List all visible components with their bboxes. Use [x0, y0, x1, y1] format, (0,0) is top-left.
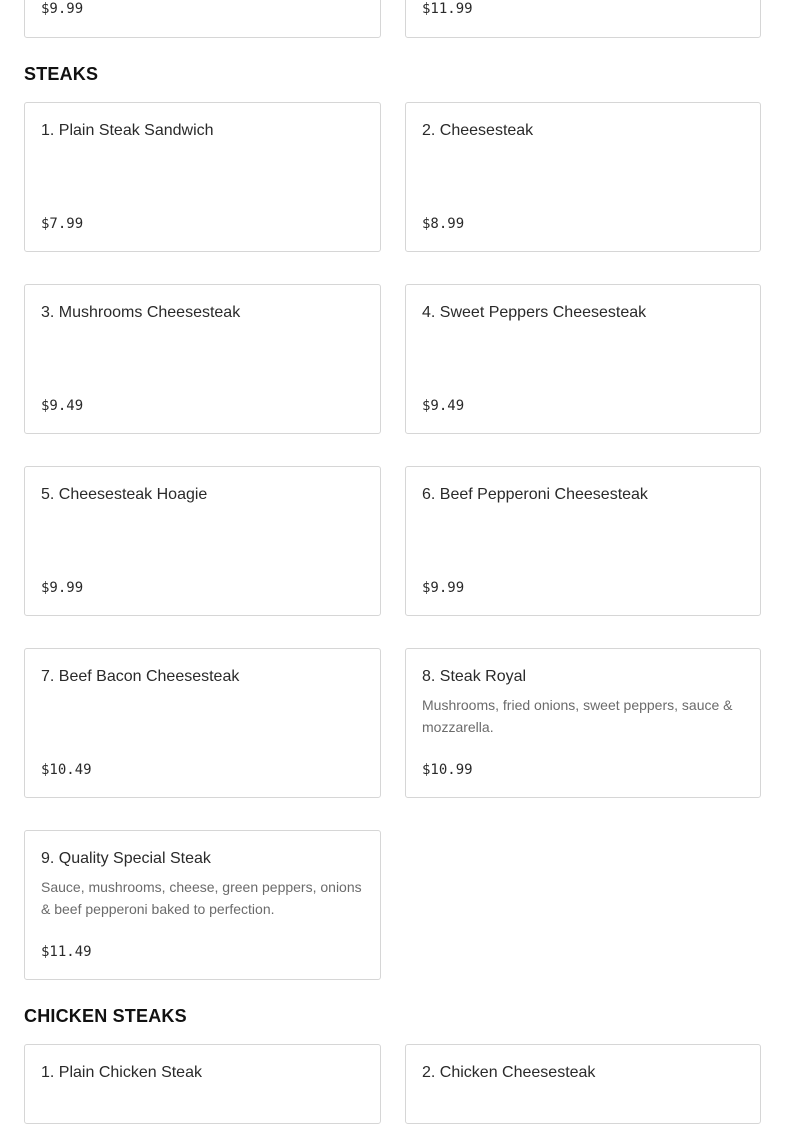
item-name: 8. Steak Royal — [422, 668, 527, 685]
item-price: $9.99 — [41, 1, 84, 17]
menu-item-card[interactable] — [405, 648, 761, 798]
menu-item-card[interactable] — [405, 284, 761, 434]
menu-item-card[interactable] — [24, 466, 381, 616]
section-title-chicken-steaks: CHICKEN STEAKS — [24, 1006, 187, 1026]
item-name: 2. Cheesesteak — [422, 122, 534, 139]
menu-item-card[interactable] — [24, 648, 381, 798]
menu-item-card[interactable] — [24, 284, 381, 434]
menu-item-card[interactable] — [24, 0, 381, 38]
menu-item-card[interactable] — [24, 102, 381, 252]
item-description: Mushrooms, fried onions, sweet peppers, sauce & mozzarella. — [422, 697, 733, 735]
section-title-steaks: STEAKS — [24, 64, 99, 84]
item-price: $10.99 — [422, 762, 473, 778]
item-name: 7. Beef Bacon Cheesesteak — [41, 668, 240, 685]
item-price: $8.99 — [422, 216, 465, 232]
item-price: $11.99 — [422, 1, 473, 17]
menu-item-card[interactable] — [405, 466, 761, 616]
item-price: $11.49 — [41, 944, 92, 960]
menu-item-card[interactable] — [24, 1044, 381, 1124]
item-price: $10.49 — [41, 762, 92, 778]
item-price: $9.99 — [422, 580, 465, 596]
item-name: 3. Mushrooms Cheesesteak — [41, 304, 241, 321]
item-price: $9.49 — [422, 398, 465, 414]
item-name: 6. Beef Pepperoni Cheesesteak — [422, 486, 648, 503]
item-name: 5. Cheesesteak Hoagie — [41, 486, 208, 503]
item-name: 1. Plain Chicken Steak — [41, 1064, 202, 1081]
item-name: 4. Sweet Peppers Cheesesteak — [422, 304, 647, 321]
item-price: $7.99 — [41, 216, 84, 232]
item-name: 2. Chicken Cheesesteak — [422, 1064, 596, 1081]
item-name: 1. Plain Steak Sandwich — [41, 122, 214, 139]
menu-item-card[interactable] — [405, 0, 761, 38]
item-description: Sauce, mushrooms, cheese, green peppers, onions & beef pepperoni baked to perfection. — [41, 879, 362, 917]
item-price: $9.99 — [41, 580, 84, 596]
menu-item-card[interactable] — [405, 1044, 761, 1124]
item-name: 9. Quality Special Steak — [41, 850, 211, 867]
item-price: $9.49 — [41, 398, 84, 414]
menu-item-card[interactable] — [24, 830, 381, 980]
menu-item-card[interactable] — [405, 102, 761, 252]
